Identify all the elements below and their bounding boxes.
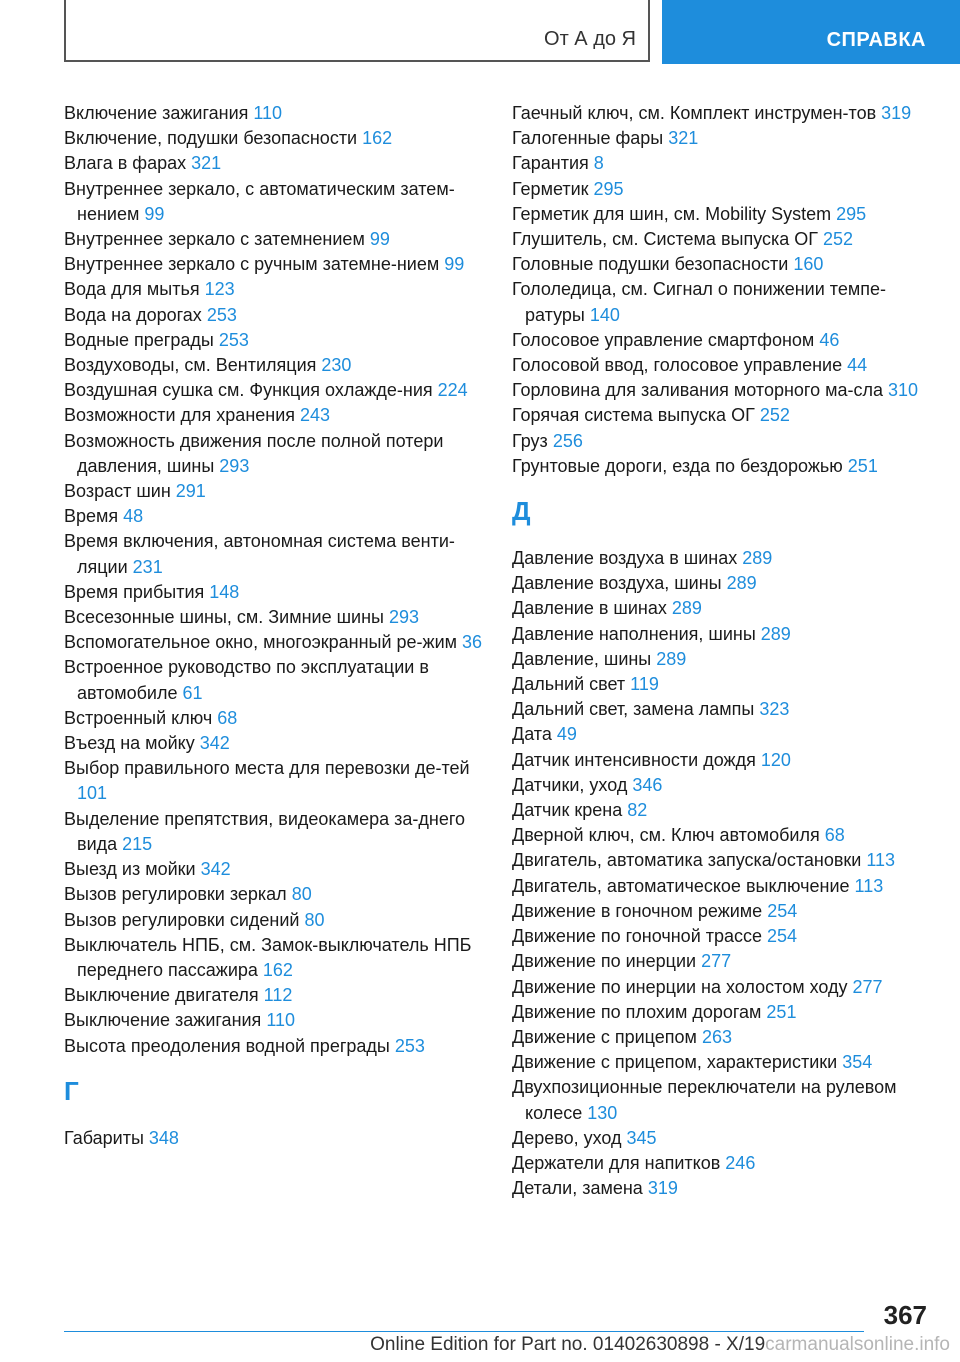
- index-page-link[interactable]: 162: [362, 128, 393, 149]
- index-entry-term: Габариты: [64, 1127, 149, 1148]
- index-page-link[interactable]: 342: [200, 859, 231, 880]
- header-section-tab: [64, 0, 650, 62]
- index-entry-term: Время прибытия: [64, 581, 210, 602]
- index-entry: [512, 454, 932, 479]
- index-entry: [64, 353, 494, 378]
- index-entry: [512, 647, 932, 672]
- index-entry-term: Глушитель, см. Система выпуска ОГ: [512, 229, 824, 250]
- index-entry: [512, 899, 932, 924]
- index-page-link[interactable]: 256: [552, 430, 583, 451]
- index-page-link[interactable]: 99: [144, 203, 165, 224]
- index-entry: [64, 126, 494, 151]
- index-entry-term: Высота преодоления водной преграды: [64, 1035, 395, 1056]
- index-page-link[interactable]: 101: [77, 783, 108, 804]
- index-entry-term: Вызов регулировки сидений: [64, 909, 305, 930]
- index-entry-term: Движение по инерции: [512, 951, 702, 972]
- index-entry: [512, 1050, 932, 1075]
- index-page-link[interactable]: 354: [842, 1052, 873, 1073]
- index-entry-term: Гололедица, см. Сигнал о понижении темпе‐ратуры: [512, 279, 886, 325]
- index-page-link[interactable]: 162: [262, 959, 293, 980]
- index-entry: [512, 748, 932, 773]
- index-page-link[interactable]: 289: [656, 648, 687, 669]
- index-entry: [512, 722, 932, 747]
- index-page-link[interactable]: 148: [209, 581, 240, 602]
- index-entry-term: Гаечный ключ, см. Комплект инструмен‐тов: [512, 103, 882, 123]
- index-letter-heading: Д: [512, 496, 531, 527]
- index-entry-term: Датчик крена: [512, 800, 628, 821]
- index-page-link[interactable]: 289: [760, 623, 791, 644]
- index-page-link[interactable]: 253: [206, 304, 237, 325]
- index-page-link[interactable]: 231: [132, 556, 163, 577]
- index-entry-term: Двигатель, автоматическое выключение: [512, 875, 855, 896]
- index-entry: [512, 277, 932, 327]
- index-entry-term: Груз: [512, 430, 553, 451]
- index-entry: [64, 378, 494, 403]
- index-entry: [64, 177, 494, 227]
- footer-edition: Online Edition for Part no. 01402630898 - X/19: [370, 1334, 766, 1355]
- index-entry: [512, 252, 932, 277]
- index-page-link[interactable]: 68: [217, 707, 238, 728]
- index-entry-term: Движение с прицепом: [512, 1026, 702, 1047]
- index-entry-term: Вода для мытья: [64, 279, 205, 300]
- index-entry-term: Герметик: [512, 178, 594, 199]
- index-entry-term: Воздушная сушка см. Функция охлажде‐ния: [64, 380, 438, 401]
- index-entry: [64, 857, 494, 882]
- index-entry: [64, 101, 494, 126]
- index-entry-term: Воздуховоды, см. Вентиляция: [64, 355, 322, 376]
- index-entry-term: Въезд на мойку: [64, 733, 200, 754]
- index-entry-term: Горловина для заливания моторного ма‐сла: [512, 380, 889, 401]
- index-entry: [512, 596, 932, 621]
- index-page-link[interactable]: 319: [647, 1178, 678, 1199]
- index-entry-term: Головные подушки безопасности: [512, 254, 794, 275]
- index-entry: [512, 546, 932, 571]
- index-entry: [64, 479, 494, 504]
- index-letter-heading: Г: [64, 1075, 79, 1106]
- index-entry-term: Внутреннее зеркало с ручным затемне‐нием: [64, 254, 445, 275]
- index-entry: [512, 848, 932, 873]
- index-page-link[interactable]: 246: [725, 1152, 756, 1173]
- index-entry: [512, 773, 932, 798]
- index-entry: [512, 353, 932, 378]
- index-page-link[interactable]: 263: [701, 1026, 732, 1047]
- index-entry-term: Движение по инерции на холостом ходу: [512, 976, 853, 997]
- index-entry: [512, 378, 932, 403]
- footer-divider: [64, 1331, 864, 1332]
- index-page-link[interactable]: 46: [819, 329, 840, 350]
- index-entry: [64, 933, 494, 983]
- index-page-link[interactable]: 68: [824, 825, 845, 846]
- index-entry-term: Детали, замена: [512, 1178, 648, 1199]
- index-page-link[interactable]: 243: [300, 405, 331, 426]
- index-entry: [64, 504, 494, 529]
- index-page-link[interactable]: 120: [760, 749, 791, 770]
- index-page-link[interactable]: 113: [854, 875, 884, 896]
- index-entry: [512, 1025, 932, 1050]
- index-entry-term: Двухпозиционные переключатели на рулевом колесе: [512, 1077, 897, 1123]
- index-page-link[interactable]: 319: [881, 103, 912, 123]
- index-entry: [64, 908, 494, 933]
- index-entry: [64, 756, 494, 806]
- index-entry-term: Встроенное руководство по эксплуатации в автомобиле: [64, 657, 429, 703]
- index-page-link[interactable]: 119: [630, 674, 659, 695]
- index-entry: [64, 580, 494, 605]
- index-entry-term: Возможность движения после полной потери давления, шины: [64, 430, 444, 476]
- index-entry-term: Всесезонные шины, см. Зимние шины: [64, 607, 389, 628]
- index-entry: [512, 126, 932, 151]
- index-entry-term: Вода на дорогах: [64, 304, 207, 325]
- index-page-link[interactable]: 295: [836, 203, 867, 224]
- index-page-link[interactable]: 289: [726, 573, 757, 594]
- index-page-link[interactable]: 277: [852, 976, 883, 997]
- index-page-link[interactable]: 112: [263, 985, 293, 1006]
- index-entry: [64, 403, 494, 428]
- index-page-link[interactable]: 160: [793, 254, 824, 275]
- index-entry: [512, 328, 932, 353]
- index-entry: [64, 882, 494, 907]
- index-entry: [512, 227, 932, 252]
- index-entry: [512, 924, 932, 949]
- index-entry-term: Движение по гоночной трассе: [512, 926, 768, 947]
- index-entry-term: Датчик интенсивности дождя: [512, 749, 761, 770]
- index-entry-term: Гарантия: [512, 153, 594, 174]
- index-page-link[interactable]: 252: [823, 229, 854, 250]
- index-page-link[interactable]: 49: [556, 724, 577, 745]
- index-entry: [512, 403, 932, 428]
- index-page-link[interactable]: 293: [219, 455, 250, 476]
- index-page-link[interactable]: 323: [759, 699, 790, 720]
- page-number: 367: [883, 1300, 927, 1330]
- index-entry-term: Давление наполнения, шины: [512, 623, 761, 644]
- index-entry: [64, 529, 494, 579]
- index-entry-term: Время: [64, 506, 124, 527]
- index-entry-term: Герметик для шин, см. Mobility System: [512, 203, 837, 224]
- index-entry-term: Галогенные фары: [512, 128, 669, 149]
- index-entry-term: Вызов регулировки зеркал: [64, 884, 292, 905]
- index-page-link[interactable]: 348: [148, 1127, 179, 1148]
- index-page-link[interactable]: 82: [627, 800, 648, 821]
- index-entry-term: Вспомогательное окно, многоэкранный ре‐жим: [64, 632, 463, 653]
- index-entry-term: Дата: [512, 724, 557, 745]
- index-entry: [64, 630, 494, 655]
- index-entry-term: Время включения, автономная система венти‐ляции: [64, 531, 455, 577]
- index-entry-term: Внутреннее зеркало, с автоматическим затем‐нением: [64, 178, 455, 224]
- index-page-link[interactable]: 291: [175, 481, 206, 502]
- index-entry-term: Давление, шины: [512, 648, 657, 669]
- index-entry-term: Включение, подушки безопасности: [64, 128, 363, 149]
- index-entry-term: Выезд из мойки: [64, 859, 201, 880]
- index-entry: [512, 975, 932, 1000]
- index-page-link[interactable]: 251: [766, 1001, 797, 1022]
- index-page-link[interactable]: 346: [632, 774, 663, 795]
- index-entry-term: Дверной ключ, см. Ключ автомобиля: [512, 825, 825, 846]
- index-entry: [64, 227, 494, 252]
- index-entry-term: Двигатель, автоматика запуска/остановки: [512, 850, 867, 871]
- index-entry: [64, 429, 494, 479]
- index-page-link[interactable]: 251: [847, 455, 878, 476]
- index-entry-term: Выключатель НПБ, см. Замок-выключатель НПБ переднего пассажира: [64, 934, 472, 980]
- index-entry: [64, 252, 494, 277]
- index-column-right: [512, 101, 932, 1201]
- index-column-left: [64, 101, 494, 1151]
- index-entry: [512, 798, 932, 823]
- index-entry-term: Включение зажигания: [64, 103, 254, 123]
- index-entry: [64, 277, 494, 302]
- index-entry: [64, 1126, 494, 1151]
- index-page-link[interactable]: 61: [182, 682, 203, 703]
- index-page-link[interactable]: 289: [671, 598, 702, 619]
- index-page-link[interactable]: 321: [191, 153, 222, 174]
- index-entry: [512, 202, 932, 227]
- index-entry: [64, 706, 494, 731]
- index-entry-term: Выбор правильного места для перевозки де‐тей: [64, 758, 470, 779]
- index-entry: [64, 328, 494, 353]
- index-entry-term: Дальний свет: [512, 674, 631, 695]
- footer: [370, 1334, 950, 1356]
- footer-watermark: carmanualsonline.info: [765, 1334, 950, 1355]
- index-page-link[interactable]: 253: [218, 329, 249, 350]
- index-entry: [64, 655, 494, 705]
- index-entry-term: Возраст шин: [64, 481, 176, 502]
- index-page-link[interactable]: 99: [369, 229, 390, 250]
- index-page-link[interactable]: 224: [437, 380, 468, 401]
- index-entry-term: Давление воздуха в шинах: [512, 548, 743, 569]
- index-page-link[interactable]: 277: [701, 951, 732, 972]
- index-entry-term: Движение с прицепом, характеристики: [512, 1052, 843, 1073]
- index-entry: [512, 874, 932, 899]
- index-entry: [512, 177, 932, 202]
- index-page-link[interactable]: 253: [394, 1035, 425, 1056]
- index-page-link[interactable]: 295: [593, 178, 624, 199]
- index-entry-term: Дерево, уход: [512, 1127, 627, 1148]
- index-entry: [512, 697, 932, 722]
- index-entry: [512, 823, 932, 848]
- index-entry-term: Голосовой ввод, голосовое управление: [512, 355, 848, 376]
- index-page-link[interactable]: 80: [304, 909, 325, 930]
- index-page-link[interactable]: 321: [668, 128, 699, 149]
- index-entry: [64, 151, 494, 176]
- index-entry: [64, 807, 494, 857]
- index-entry: [512, 429, 932, 454]
- index-entry-term: Возможности для хранения: [64, 405, 301, 426]
- index-page-link[interactable]: 48: [123, 506, 144, 527]
- index-page-link[interactable]: 110: [253, 103, 283, 123]
- index-page-link[interactable]: 80: [291, 884, 312, 905]
- header-chapter-tab[interactable]: [662, 0, 960, 64]
- index-entry-term: Горячая система выпуска ОГ: [512, 405, 760, 426]
- index-entry: [512, 1176, 932, 1201]
- index-entry-term: Движение по плохим дорогам: [512, 1001, 767, 1022]
- index-entry-term: Датчики, уход: [512, 774, 633, 795]
- index-entry-term: Дальний свет, замена лампы: [512, 699, 760, 720]
- index-entry: [64, 605, 494, 630]
- index-entry: [512, 622, 932, 647]
- index-entry-term: Держатели для напитков: [512, 1152, 726, 1173]
- index-page-link[interactable]: 342: [199, 733, 230, 754]
- index-entry-term: Голосовое управление смартфоном: [512, 329, 820, 350]
- index-entry-term: Водные преграды: [64, 329, 219, 350]
- index-page-link[interactable]: 345: [626, 1127, 657, 1148]
- index-page-link[interactable]: 215: [122, 833, 153, 854]
- index-entry: [64, 303, 494, 328]
- index-entry-term: Выключение зажигания: [64, 1010, 267, 1031]
- index-entry: [512, 101, 932, 126]
- index-entry: [512, 1126, 932, 1151]
- index-entry-term: Грунтовые дороги, езда по бездорожью: [512, 455, 848, 476]
- index-entry-term: Выключение двигателя: [64, 985, 264, 1006]
- index-entry-term: Давление воздуха, шины: [512, 573, 727, 594]
- index-page-link[interactable]: 113: [866, 850, 896, 871]
- index-entry: [64, 1034, 494, 1059]
- index-page-link[interactable]: 254: [767, 900, 798, 921]
- index-page-link[interactable]: 293: [388, 607, 420, 628]
- index-page-link[interactable]: 123: [204, 279, 235, 300]
- index-page-link[interactable]: 130: [587, 1102, 618, 1123]
- index-page-link[interactable]: 310: [888, 380, 919, 401]
- index-page-link[interactable]: 99: [444, 254, 465, 275]
- index-entry: [512, 1000, 932, 1025]
- index-entry: [512, 672, 932, 697]
- index-page-link[interactable]: 252: [759, 405, 790, 426]
- index-entry: [512, 571, 932, 596]
- index-page-link[interactable]: 8: [593, 153, 604, 174]
- index-page-link[interactable]: 289: [742, 548, 773, 569]
- index-entry: [64, 983, 494, 1008]
- section-label: От А до Я: [544, 28, 636, 50]
- index-entry-term: Встроенный ключ: [64, 707, 218, 728]
- index-entry-term: Выделение препятствия, видеокамера за‐днего вида: [64, 808, 466, 854]
- index-entry-term: Внутреннее зеркало с затемнением: [64, 229, 370, 250]
- index-entry: [64, 1008, 494, 1033]
- index-entry: [512, 1151, 932, 1176]
- index-page-link[interactable]: 254: [767, 926, 798, 947]
- index-page-link[interactable]: 44: [847, 355, 868, 376]
- index-entry-term: Движение в гоночном режиме: [512, 900, 768, 921]
- index-page-link[interactable]: 110: [266, 1010, 296, 1031]
- index-entry: [512, 1075, 932, 1125]
- index-entry: [512, 949, 932, 974]
- index-entry-term: Влага в фарах: [64, 153, 192, 174]
- index-page-link[interactable]: 140: [589, 304, 620, 325]
- index-entry: [512, 151, 932, 176]
- index-entry-term: Давление в шинах: [512, 598, 672, 619]
- chapter-label: СПРАВКА: [826, 29, 926, 51]
- index-page-link[interactable]: 230: [321, 355, 352, 376]
- index-entry: [64, 731, 494, 756]
- index-page-link[interactable]: 36: [462, 632, 483, 653]
